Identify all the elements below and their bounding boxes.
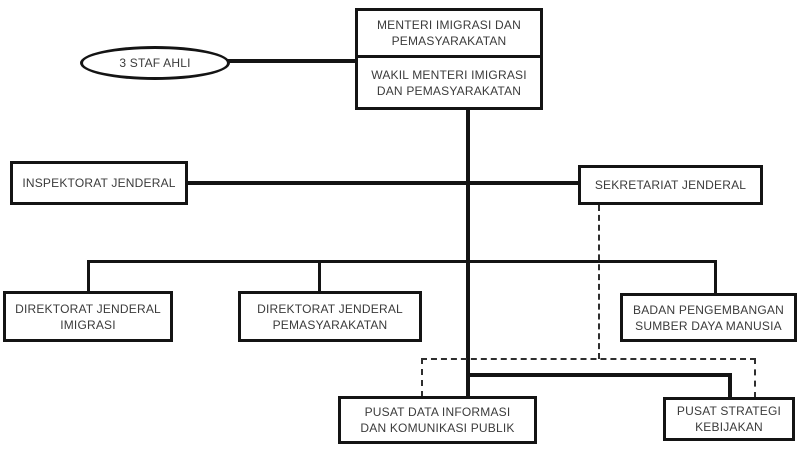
- node-sekretariat-jenderal: [578, 165, 763, 205]
- node-wakil-menteri: [355, 55, 543, 110]
- dashed-sekretariat-vertical: [598, 205, 600, 359]
- connector-level2-horizontal: [186, 181, 580, 185]
- node-label: DAN KOMUNIKASI PUBLIK: [360, 421, 515, 435]
- node-label: KEBIJAKAN: [695, 420, 763, 434]
- connector-drop-pemasyarakatan: [318, 260, 321, 294]
- node-label: SUMBER DAYA MANUSIA: [635, 318, 782, 333]
- node-label: DIREKTORAT JENDERAL: [257, 301, 403, 316]
- node-pusat-data-informasi: [338, 396, 537, 444]
- node-label: PEMASYARAKATAN: [391, 34, 507, 48]
- connector-central-vertical: [466, 108, 470, 398]
- node-label: DIREKTORAT JENDERAL: [15, 301, 161, 316]
- node-pusat-strategi-kebijakan: [663, 397, 795, 441]
- node-label: IMIGRASI: [60, 317, 116, 332]
- node-label: PUSAT DATA INFORMASI: [364, 405, 511, 419]
- node-label: DAN PEMASYARAKATAN: [376, 83, 522, 98]
- node-inspektorat-jenderal: [10, 161, 188, 205]
- connector-level4-horizontal: [466, 373, 732, 377]
- dashed-horizontal: [421, 358, 756, 360]
- dashed-drop-pusat-strategi: [754, 358, 756, 398]
- node-badan-pengembangan-sdm: [620, 293, 797, 342]
- connector-level3-horizontal: [87, 260, 717, 263]
- connector-drop-imigrasi: [87, 260, 90, 293]
- dashed-drop-pusat-data: [421, 358, 423, 397]
- connector-drop-strategi: [728, 373, 732, 399]
- node-label: BADAN PENGEMBANGAN: [633, 302, 784, 317]
- node-direktorat-jenderal-pemasyarakatan: [238, 291, 422, 342]
- node-label: WAKIL MENTERI IMIGRASI: [371, 67, 527, 82]
- connector-staf-ahli: [227, 59, 357, 63]
- node-staf-ahli: [80, 46, 230, 80]
- node-label: 3 STAF AHLI: [119, 56, 191, 70]
- node-direktorat-jenderal-imigrasi: [3, 291, 173, 342]
- node-menteri-imigrasi: [355, 8, 543, 58]
- node-label: SEKRETARIAT JENDERAL: [594, 178, 747, 192]
- node-label: PUSAT STRATEGI: [676, 404, 782, 418]
- node-label: INSPEKTORAT JENDERAL: [22, 176, 176, 190]
- node-label: PEMASYARAKATAN: [272, 317, 388, 332]
- connector-drop-badan: [714, 260, 717, 295]
- node-label: MENTERI IMIGRASI DAN: [376, 18, 521, 32]
